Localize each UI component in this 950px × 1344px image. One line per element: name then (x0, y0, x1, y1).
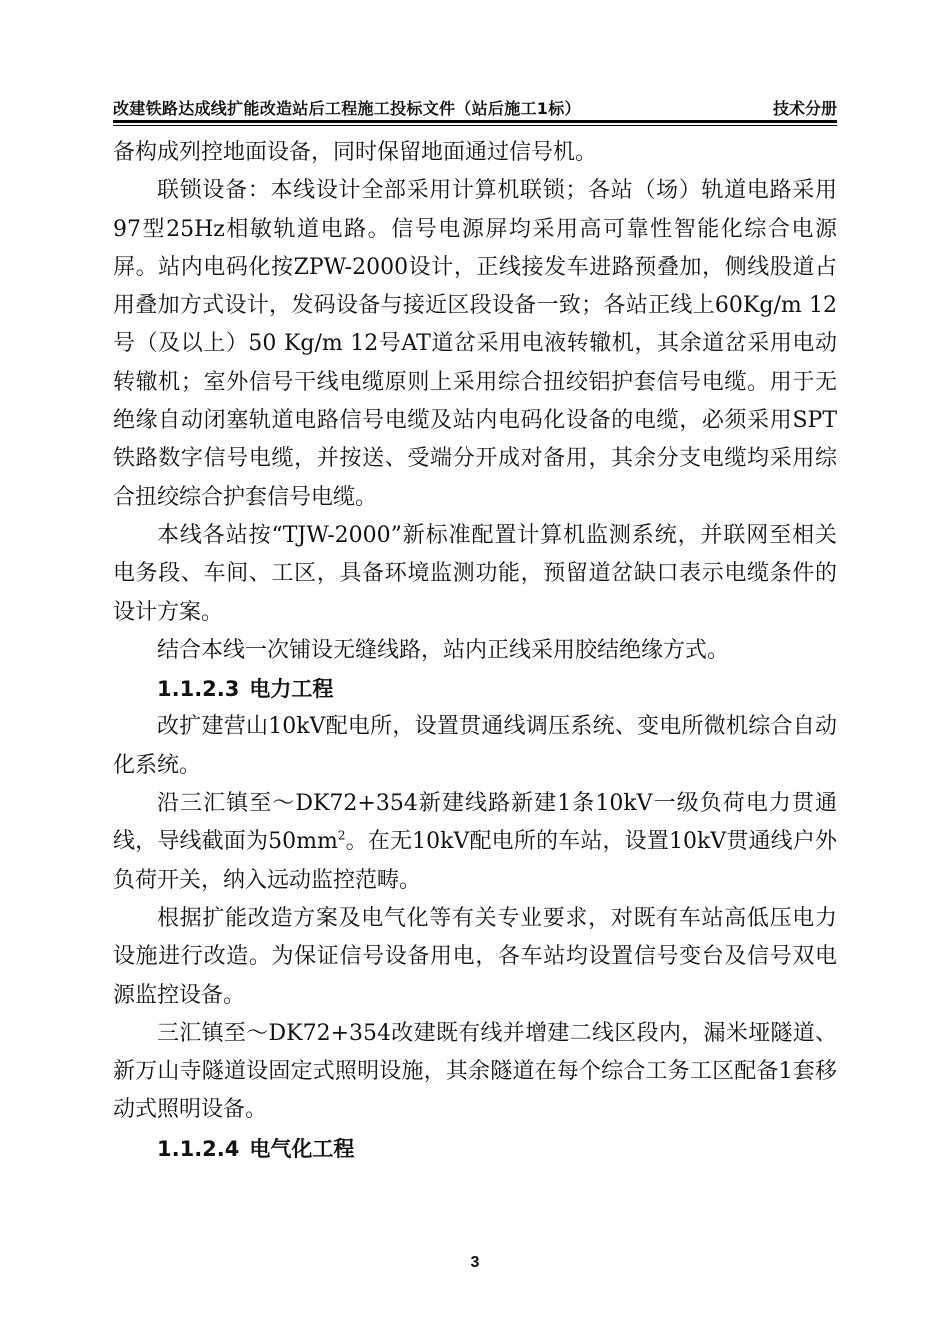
page-header (113, 92, 837, 120)
page-number: 3 (470, 1254, 480, 1271)
body-text (113, 134, 837, 1168)
superscript: 2 (337, 829, 346, 844)
paragraph: 改扩建营山10kV配电所，设置贯通线调压系统、变电所微机综合自动化系统。 (113, 714, 837, 778)
paragraph: 根据扩能改造方案及电气化等有关专业要求，对既有车站高低压电力设施进行改造。为保证信号设备用电，各车站均设置信号变台及信号双电源监控设备。 (113, 905, 837, 1008)
section-number: 1.1.2.4 (157, 1136, 240, 1161)
section-heading (113, 670, 837, 708)
paragraph-text: 。在无10kV配电所的车站，设置10kV贯通线户外负荷开关，纳入远动监控范畴。 (113, 829, 837, 893)
section-title: 电力工程 (249, 677, 334, 702)
header-title: 改建铁路达成线扩能改造站后工程施工投标文件（站后施工1标） (113, 99, 581, 118)
header-section: 技术分册 (772, 99, 837, 118)
header-rule (113, 120, 837, 123)
section-number: 1.1.2.3 (157, 677, 240, 702)
paragraph-text: 沿三汇镇至～DK72+354新建线路新建1条10kV一级负荷电力贯通线，导线截面为50mm (113, 791, 837, 855)
paragraph: 结合本线一次铺设无缝线路，站内正线采用胶结绝缘方式。 (157, 637, 730, 663)
paragraph: 三汇镇至～DK72+354改建既有线并增建二线区段内，漏米垭隧道、新万山寺隧道设固定式照明设施，其余隧道在每个综合工务工区配备1套移动式照明设备。 (113, 1020, 837, 1123)
paragraph: 备构成列控地面设备，同时保留地面通过信号机。 (113, 140, 598, 165)
header-rule-thin (113, 125, 837, 126)
paragraph: 联锁设备：本线设计全部采用计算机联锁；各站（场）轨道电路采用97型25Hz相敏轨道电路。信号电源屏均采用高可靠性智能化综合电源屏。站内电码化按ZPW-2000设计，正线接发车进路预叠加，侧线股道占用叠加方式设计，发码设备与接近区段设备一致；各站正线上60Kg/m 12号（及以上）50 Kg/m 12号AT道岔采用电液转辙机，其余道岔采用电动转辙机；室外信号干线电缆原则上采用综合扭绞铝护套信号电缆。用于无绝缘自动闭塞轨道电路信号电缆及站内电码化设备的电缆，必须采用SPT铁路数字信号电缆，并按送、受端分开成对备用，其余分支电缆均采用综合扭绞综合护套信号电缆。 (113, 178, 837, 510)
section-heading (113, 1130, 837, 1168)
paragraph: 本线各站按“TJW-2000”新标准配置计算机监测系统，并联网至相关电务段、车间、工区，具备环境监测功能，预留道岔缺口表示电缆条件的设计方案。 (113, 522, 837, 625)
section-title: 电气化工程 (249, 1136, 355, 1161)
paragraph (113, 785, 837, 900)
